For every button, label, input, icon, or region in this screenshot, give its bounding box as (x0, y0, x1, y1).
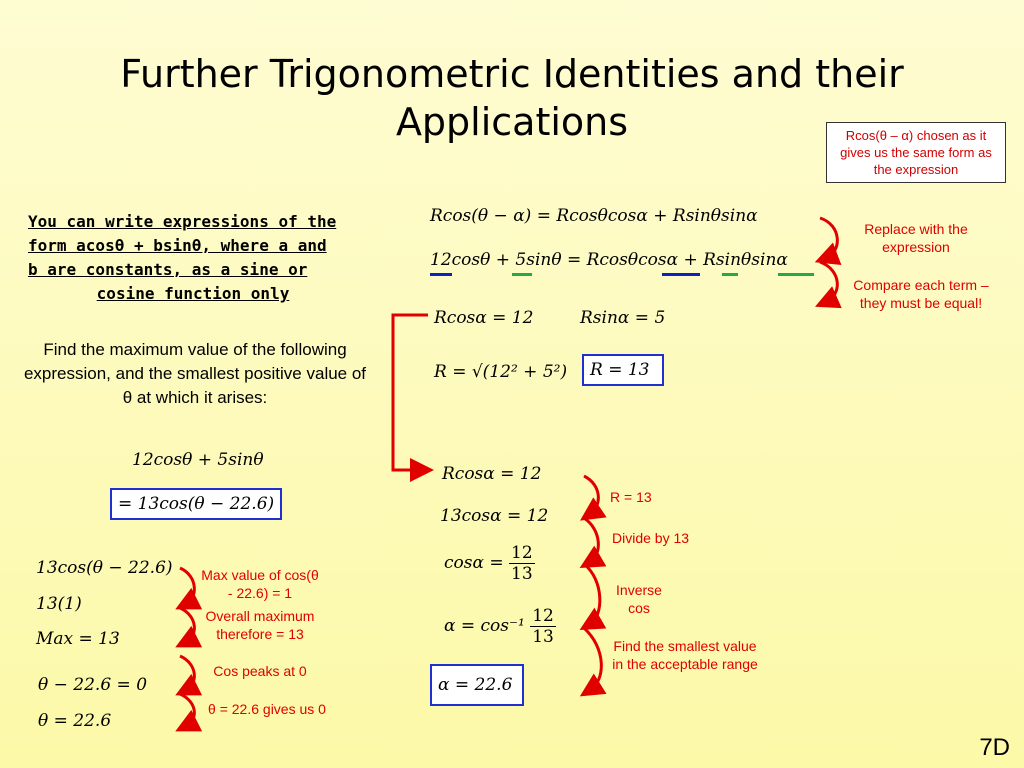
frac-num: 12 (532, 606, 554, 626)
theta-step: θ − 22.6 = 0 (38, 675, 148, 695)
alpha-step: 13cosα = 12 (440, 506, 549, 526)
curve-arrow-icon (820, 218, 837, 258)
frac-den: 13 (532, 627, 554, 647)
curve-arrow-icon (584, 628, 601, 690)
theta-note: θ = 22.6 gives us 0 (208, 701, 326, 717)
r-calc: R = √(12² + 5²) (434, 362, 568, 382)
title-line-1: Further Trigonometric Identities and their (120, 52, 904, 96)
alpha-step-prefix: α = cos⁻¹ (444, 616, 525, 636)
max-step: Max = 13 (36, 629, 120, 649)
coeff-eq: Rcosα = 12 (434, 308, 534, 328)
page-number: 7D (979, 734, 1010, 761)
identity-1: Rcos(θ − α) = Rcosθcosα + Rsinθsinα (430, 206, 758, 226)
identity-2: 12cosθ + 5sinθ = Rcosθcosα + Rsinθsinα (430, 250, 788, 270)
curve-arrow-icon (180, 608, 194, 642)
curve-arrow-icon (180, 656, 194, 690)
max-note: Overall maximum therefore = 13 (205, 608, 315, 642)
intro-line: cosine function only (96, 284, 290, 303)
alpha-step: Rcosα = 12 (442, 464, 542, 484)
r-result-box: R = 13 (582, 354, 664, 386)
expression: 12cosθ + 5sinθ (132, 450, 264, 470)
intro-line: b are constants, as a sine or (28, 260, 308, 279)
alpha-step-prefix: cosα = (444, 553, 504, 573)
curve-arrow-icon (584, 518, 598, 562)
alpha-note: R = 13 (610, 489, 652, 505)
curve-arrow-icon (584, 564, 600, 624)
curve-arrow-icon (180, 694, 194, 726)
title-line-2: Applications (395, 100, 629, 144)
curve-arrow-icon (584, 476, 598, 514)
bracket-arrow (393, 315, 428, 470)
compare-note: Compare each term – they must be equal! (853, 277, 989, 311)
coeff-eq: Rsinα = 5 (580, 308, 666, 328)
note-box: Rcos(θ – α) chosen as it gives us the same form as the expression (826, 122, 1006, 183)
intro-line: form acosθ + bsinθ, where a and (28, 236, 327, 255)
curve-arrow-icon (180, 568, 194, 604)
result-box: = 13cos(θ − 22.6) (110, 488, 282, 520)
alpha-note: Inverse cos (616, 582, 662, 616)
intro-line: You can write expressions of the (28, 212, 337, 231)
compare-note: Replace with the expression (864, 221, 968, 255)
question-text: Find the maximum value of the following expression, and the smallest positive value of θ at which it arises: (23, 340, 367, 407)
theta-step: θ = 22.6 (38, 711, 112, 731)
alpha-result-box: α = 22.6 (430, 664, 524, 706)
frac-num: 12 (511, 543, 533, 563)
curve-arrow-icon (820, 262, 837, 302)
alpha-note: Divide by 13 (612, 530, 690, 546)
frac-den: 13 (511, 564, 533, 584)
theta-note: Cos peaks at 0 (213, 663, 307, 679)
alpha-note: Find the smallest value in the acceptable range (612, 638, 758, 672)
max-note: Max value of cos(θ - 22.6) = 1 (201, 567, 319, 601)
max-step: 13cos(θ − 22.6) (36, 558, 173, 578)
max-step: 13(1) (36, 594, 82, 614)
